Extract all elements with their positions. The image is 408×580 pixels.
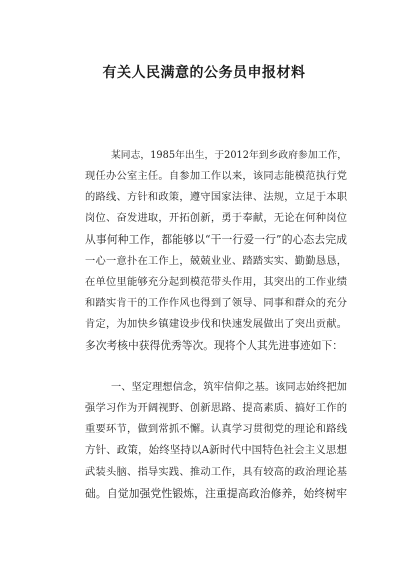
paragraph-1-line-9: 肯定，为加快乡镇建设步伐和快速发展做出了突出贡献。 bbox=[85, 318, 347, 330]
document-title: 有关人民满意的公务员申报材料 bbox=[102, 65, 306, 81]
paragraph-2-line-1: 一、坚定理想信念，筑牢信仰之基。该同志始终把加 bbox=[111, 381, 347, 393]
paragraph-1-line-8: 和踏实肯干的工作作风也得到了领导、同事和群众的充分 bbox=[85, 297, 347, 309]
paragraph-2-line-3: 重要环节，做到常抓不懈。认真学习贯彻党的理论和路线 bbox=[85, 423, 347, 435]
paragraph-1-line-4: 岗位、奋发进取，开拓创新，勇于奉献，无论在何种岗位 bbox=[85, 212, 347, 224]
paragraph-2-line-6: 础。自觉加强党性锻炼，注重提高政治修养，始终树牢 bbox=[85, 487, 347, 500]
paragraph-1-line-6: 一心一意扑在工作上，兢兢业业、踏踏实实、勤勤恳恳， bbox=[85, 255, 347, 267]
paragraph-2-line-4: 方针、政策，始终坚持以A新时代中国特色社会主义思想 bbox=[85, 444, 347, 456]
paragraph-1-line-10: 多次考核中获得优秀等次。现将个人其先进事迹如下： bbox=[85, 339, 344, 352]
paragraph-1-line-7: 在单位里能够充分起到模范带头作用，其突出的工作业绩 bbox=[85, 276, 347, 288]
paragraph-2-line-5: 武装头脑、指导实践、推动工作，具有较高的政治理论基 bbox=[85, 466, 347, 478]
paragraph-1-line-3: 的路线、方针和政策，遵守国家法律、法规，立足于本职 bbox=[85, 191, 347, 203]
paragraph-1-line-5: 从事何种工作，都能够以“干一行爱一行”的心态去完成 bbox=[85, 233, 347, 246]
paragraph-1-line-1: 某同志，1985年出生，于2012年到乡政府参加工作， bbox=[111, 150, 347, 161]
paragraph-2-line-2: 强学习作为开阔视野、创新思路、提高素质、搞好工作的 bbox=[85, 402, 347, 414]
paragraph-1-line-2: 现任办公室主任。自参加工作以来，该同志能模范执行党 bbox=[85, 170, 347, 182]
